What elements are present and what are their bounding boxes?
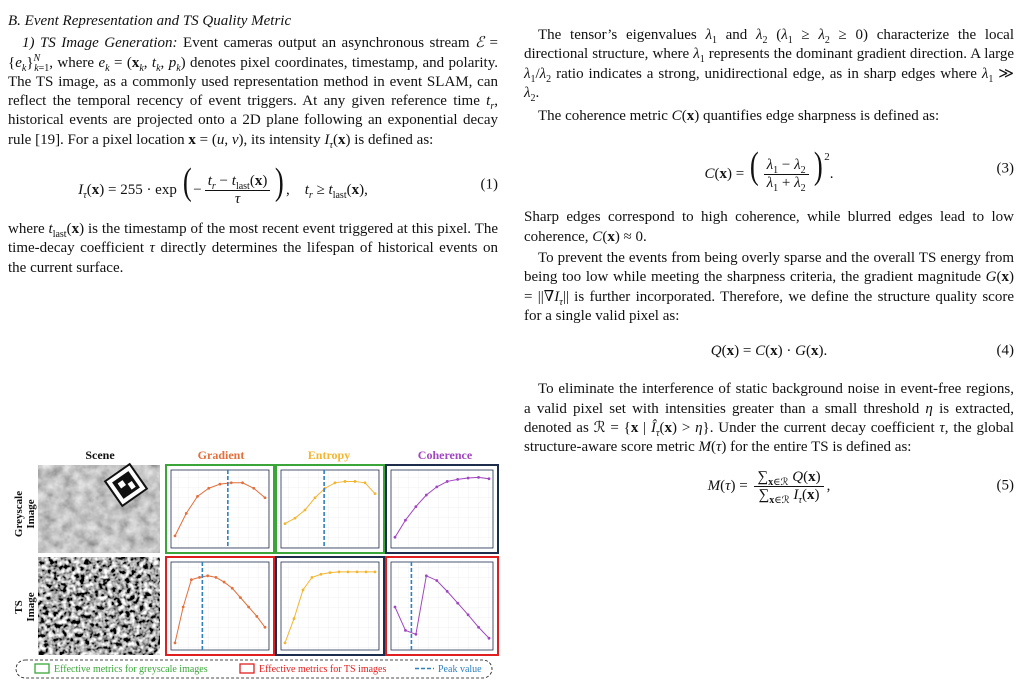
data-point xyxy=(467,613,470,616)
data-point xyxy=(477,626,480,629)
header-gradient: Gradient xyxy=(197,448,245,462)
panel-ts-entropy xyxy=(276,557,384,655)
data-point xyxy=(207,487,210,490)
equation-5-number: (5) xyxy=(996,477,1014,494)
data-point xyxy=(252,487,255,490)
data-point xyxy=(488,637,491,640)
equation-3-number: (3) xyxy=(996,160,1014,177)
data-point xyxy=(404,519,407,522)
data-point xyxy=(356,571,359,574)
data-point xyxy=(329,571,332,574)
svg-text:Image: Image xyxy=(25,592,37,622)
paragraph-sharp-edges: Sharp edges correspond to high coherence, while blurred edges lead to low coherence, C(x) ≈ 0. xyxy=(524,209,1014,245)
data-point xyxy=(456,478,459,481)
legend-green-label: Effective metrics for greyscale images xyxy=(54,664,208,675)
legend-green-swatch xyxy=(35,664,49,673)
data-point xyxy=(435,579,438,582)
data-point xyxy=(414,505,417,508)
data-point xyxy=(174,641,177,644)
row-label-greyscale xyxy=(13,491,37,537)
subsection-heading: 1) TS Image Generation: xyxy=(22,35,178,52)
right-column xyxy=(524,0,1014,511)
data-point xyxy=(219,483,222,486)
svg-text:TS: TS xyxy=(13,600,25,614)
panel-ts-gradient xyxy=(166,557,274,655)
equation-4-number: (4) xyxy=(996,342,1014,359)
data-point xyxy=(241,481,244,484)
equation-5: M(τ) = $\frac{\sum_{x\in ℛ} Q(x)}{\sum_{x\in ℛ} I_\tau(x)}$ , (5) xyxy=(707,468,1014,506)
data-point xyxy=(293,617,296,620)
data-point xyxy=(255,615,258,618)
data-point xyxy=(284,522,287,525)
data-point xyxy=(231,587,234,590)
header-entropy: Entropy xyxy=(307,448,351,462)
data-point xyxy=(247,606,250,609)
panel-grey-coherence xyxy=(386,465,498,553)
data-point xyxy=(264,626,267,629)
data-point xyxy=(314,496,317,499)
data-point xyxy=(365,571,368,574)
data-point xyxy=(446,590,449,593)
paragraph-eigenvalues: The tensor’s eigenvalues $\lambda_1$ and $\lambda_2$ $(\lambda_1 \ge \lambda_2 \ge 0)$ characterize the local directional structure, where $\lambda_1$ represents the dominant gradient direction. A large $\lambda_1/\lambda_2$ ratio indicates a strong, unidirectional edge, as in sharp edges where $\lambda_1$ ≫ $\lambda_2$. xyxy=(524,27,1015,104)
panel-grey-gradient xyxy=(166,465,274,553)
paragraph-gradient-magnitude: To prevent the events from being overly sparse and the overall TS energy from being too low while meeting the sharpness criteria, the gradient magnitude $G(x) = ||\nabla I_\tau||$ is further incorporated. Therefore, we define the structure quality score for a single valid pixel as: xyxy=(524,250,1014,324)
data-point xyxy=(294,517,297,520)
legend-red-label: Effective metrics for TS images xyxy=(259,664,387,675)
data-point xyxy=(198,576,201,579)
paragraph-decay: where $t_{last}(x)$ is the timestamp of the most recent event triggered at this pixel. The time-decay coefficient τ directly determines the lifespan of historical events on the current surface. xyxy=(8,221,498,276)
panel-ts-coherence xyxy=(386,557,498,655)
left-column xyxy=(8,0,498,278)
data-point xyxy=(302,588,305,591)
data-point xyxy=(435,485,438,488)
data-point xyxy=(304,509,307,512)
metric-panels xyxy=(166,465,498,655)
panel-grey-entropy xyxy=(276,465,384,553)
equation-1-number: (1) xyxy=(480,176,498,193)
data-point xyxy=(364,481,367,484)
data-point xyxy=(354,480,357,483)
data-point xyxy=(456,602,459,605)
data-point xyxy=(320,573,323,576)
data-point xyxy=(185,512,188,515)
row-label-ts xyxy=(13,592,37,621)
data-point xyxy=(425,574,428,577)
data-point xyxy=(344,480,347,483)
equation-4: Q(x) = C(x) · G(x). (4) xyxy=(524,332,1014,370)
data-point xyxy=(311,576,314,579)
data-point xyxy=(196,495,199,498)
legend-peak-label: Peak value xyxy=(438,664,482,675)
data-point xyxy=(190,578,193,581)
data-point xyxy=(404,629,407,632)
scene-ts-image xyxy=(38,557,160,655)
data-point xyxy=(182,606,185,609)
figure-legend xyxy=(16,660,492,678)
data-point xyxy=(374,492,377,495)
data-point xyxy=(347,571,350,574)
svg-text:Greyscale: Greyscale xyxy=(13,490,25,538)
figure-metrics-comparison xyxy=(8,447,500,682)
data-point xyxy=(477,476,480,479)
equation-3: C(x) = ( $\frac{\lambda_1 - \lambda_2}{\lambda_1 + \lambda_2}$ ) $^2$. (3) xyxy=(704,144,1014,195)
header-scene: Scene xyxy=(85,448,115,462)
paragraph-coherence: The coherence metric C(x) quantifies edge sharpness is defined as: xyxy=(538,108,940,125)
data-point xyxy=(223,581,226,584)
data-point xyxy=(230,481,233,484)
data-point xyxy=(394,536,397,539)
data-point xyxy=(394,606,397,609)
svg-text:Image: Image xyxy=(25,499,37,529)
data-point xyxy=(338,571,341,574)
data-point xyxy=(374,571,377,574)
data-point xyxy=(264,496,267,499)
data-point xyxy=(488,477,491,480)
header-coherence: Coherence xyxy=(417,448,473,462)
legend-red-swatch xyxy=(240,664,254,673)
data-point xyxy=(284,641,287,644)
data-point xyxy=(467,477,470,480)
data-point xyxy=(414,633,417,636)
scene-greyscale-image xyxy=(38,464,160,553)
data-point xyxy=(334,481,337,484)
paragraph-ts-generation: 1) TS Image Generation: Event cameras output an asynchronous stream ℰ = $\{e_k\}^N_{k=1}$, where $e_k = (x_k$, $t_k$, $p_k$) denotes pixel coordinates, timestamp, and polarity. The TS image, as a commonly used representation method in event SLAM, can reflect the temporal recency of event triggers. At any given reference time $t_r$, historical events are projected onto a 2D plane following an exponential decay rule [19]. For a pixel location x = (u, v), its intensity $I_\tau(x)$ is defined as: xyxy=(8,35,498,151)
data-point xyxy=(239,596,242,599)
section-heading: B. Event Representation and TS Quality Metric xyxy=(8,13,292,29)
paragraph-valid-pixels: To eliminate the interference of static background noise in event-free regions, a valid pixel set with intensities greater than a small threshold η is extracted, denoted as ℛ = {x | $Î_\tau(x) > \eta$}. Under the current decay coefficient τ, the global structure-aware score metric M(τ) for the entire TS is defined as: xyxy=(524,381,1014,456)
data-point xyxy=(215,576,218,579)
data-point xyxy=(446,480,449,483)
data-point xyxy=(174,534,177,537)
data-point xyxy=(425,494,428,497)
data-point xyxy=(206,574,209,577)
equation-1: $I_\tau(x) = 255 \cdot \exp$ ( − $\frac{t_r - t_{last}(x)}{\tau}$ ) , $t_r \ge t_{last}(x)$, (1) xyxy=(78,160,498,207)
